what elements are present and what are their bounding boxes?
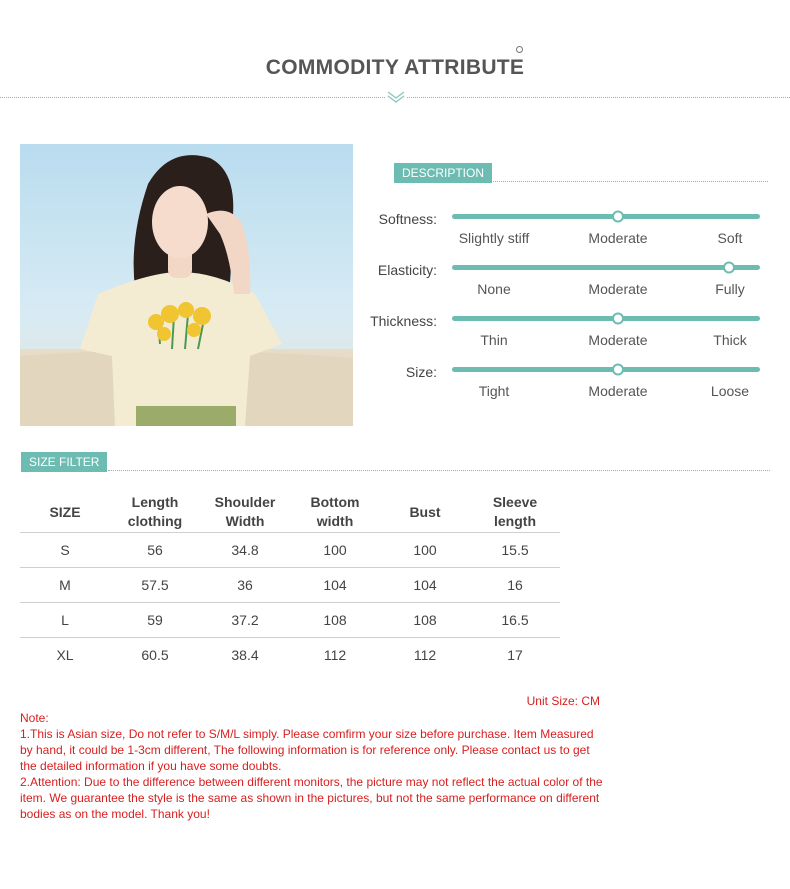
table-cell: 57.5 bbox=[110, 568, 200, 603]
attribute-slider-knob bbox=[612, 313, 624, 325]
size-filter-tag: SIZE FILTER bbox=[21, 452, 107, 472]
unit-label: Unit Size: CM bbox=[526, 694, 600, 708]
table-row bbox=[20, 638, 560, 673]
attribute-option: Loose bbox=[710, 383, 750, 399]
size-filter-divider bbox=[108, 470, 770, 471]
attribute-slider-track bbox=[452, 367, 760, 372]
attribute-option: Moderate bbox=[588, 332, 648, 348]
product-photo bbox=[20, 144, 353, 426]
attribute-option: Fully bbox=[715, 281, 745, 297]
attribute-label: Size: bbox=[405, 364, 437, 380]
header-bottom-width: Bottom width bbox=[310, 494, 360, 529]
table-cell: 112 bbox=[380, 638, 470, 673]
table-cell: 104 bbox=[380, 568, 470, 603]
table-row bbox=[20, 533, 560, 568]
table-cell: S bbox=[20, 533, 110, 568]
table-cell: 17 bbox=[470, 638, 560, 673]
page-title: COMMODITY ATTRIBUTE bbox=[265, 56, 525, 79]
attribute-slider-knob bbox=[612, 364, 624, 376]
table-cell: 38.4 bbox=[200, 638, 290, 673]
divider-left bbox=[0, 97, 385, 98]
table-cell: 56 bbox=[110, 533, 200, 568]
attribute-slider-knob bbox=[612, 211, 624, 223]
attribute-slider-track bbox=[452, 214, 760, 219]
attribute-slider-knob bbox=[723, 262, 735, 274]
attribute-option: None bbox=[477, 281, 511, 297]
attribute-option: Thick bbox=[713, 332, 747, 348]
attribute-option: Soft bbox=[717, 230, 743, 246]
table-cell: 100 bbox=[380, 533, 470, 568]
attribute-slider-track bbox=[452, 265, 760, 270]
header-size: SIZE bbox=[49, 503, 81, 520]
notes-title: Note: bbox=[20, 711, 49, 725]
title-degree-icon bbox=[516, 46, 523, 53]
attribute-slider-track bbox=[452, 316, 760, 321]
table-cell: L bbox=[20, 603, 110, 638]
table-cell: 59 bbox=[110, 603, 200, 638]
table-row bbox=[20, 603, 560, 638]
table-row bbox=[20, 568, 560, 603]
table-cell: 108 bbox=[290, 603, 380, 638]
attribute-label: Elasticity: bbox=[377, 262, 437, 278]
table-cell: 16.5 bbox=[470, 603, 560, 638]
notes-line-2: 2.Attention: Due to the difference between different monitors, the picture may not reflect the actual color of the item. We guarantee the style is the same as shown in the pictures, but not the same performance on different bodies as on the model. Thank you! bbox=[20, 775, 603, 821]
table-cell: 34.8 bbox=[200, 533, 290, 568]
attribute-option: Moderate bbox=[588, 383, 648, 399]
attribute-label: Softness: bbox=[378, 211, 437, 227]
attribute-option: Thin bbox=[480, 332, 508, 348]
attribute-option: Moderate bbox=[588, 281, 648, 297]
attribute-label: Thickness: bbox=[370, 313, 437, 329]
table-cell: 108 bbox=[380, 603, 470, 638]
notes-block bbox=[20, 710, 605, 822]
chevron-down-icon bbox=[386, 90, 406, 104]
size-table bbox=[20, 492, 560, 672]
table-cell: 104 bbox=[290, 568, 380, 603]
notes-line-1: 1.This is Asian size, Do not refer to S/M/L simply. Please comfirm your size before purchase. Item Measured by hand, it could be 1-3cm different, The following information is for reference only. Please contact us to get the detailed information if you have some doubts. bbox=[20, 727, 594, 773]
table-cell: 112 bbox=[290, 638, 380, 673]
table-cell: 100 bbox=[290, 533, 380, 568]
attribute-option: Moderate bbox=[588, 230, 648, 246]
table-cell: 36 bbox=[200, 568, 290, 603]
table-cell: M bbox=[20, 568, 110, 603]
header-sleeve-length: Sleeve length bbox=[492, 494, 538, 529]
table-cell: XL bbox=[20, 638, 110, 673]
description-divider bbox=[493, 181, 768, 182]
attribute-option: Tight bbox=[478, 383, 510, 399]
table-cell: 16 bbox=[470, 568, 560, 603]
divider-right bbox=[407, 97, 790, 98]
table-cell: 37.2 bbox=[200, 603, 290, 638]
table-cell: 15.5 bbox=[470, 533, 560, 568]
description-tag: DESCRIPTION bbox=[394, 163, 492, 183]
attribute-option: Slightly stiff bbox=[458, 230, 530, 246]
table-cell: 60.5 bbox=[110, 638, 200, 673]
header-bust: Bust bbox=[409, 503, 441, 520]
size-table-header bbox=[20, 492, 560, 533]
header-length-clothing: Length clothing bbox=[127, 494, 183, 529]
header-shoulder-width: Shoulder Width bbox=[214, 494, 276, 529]
